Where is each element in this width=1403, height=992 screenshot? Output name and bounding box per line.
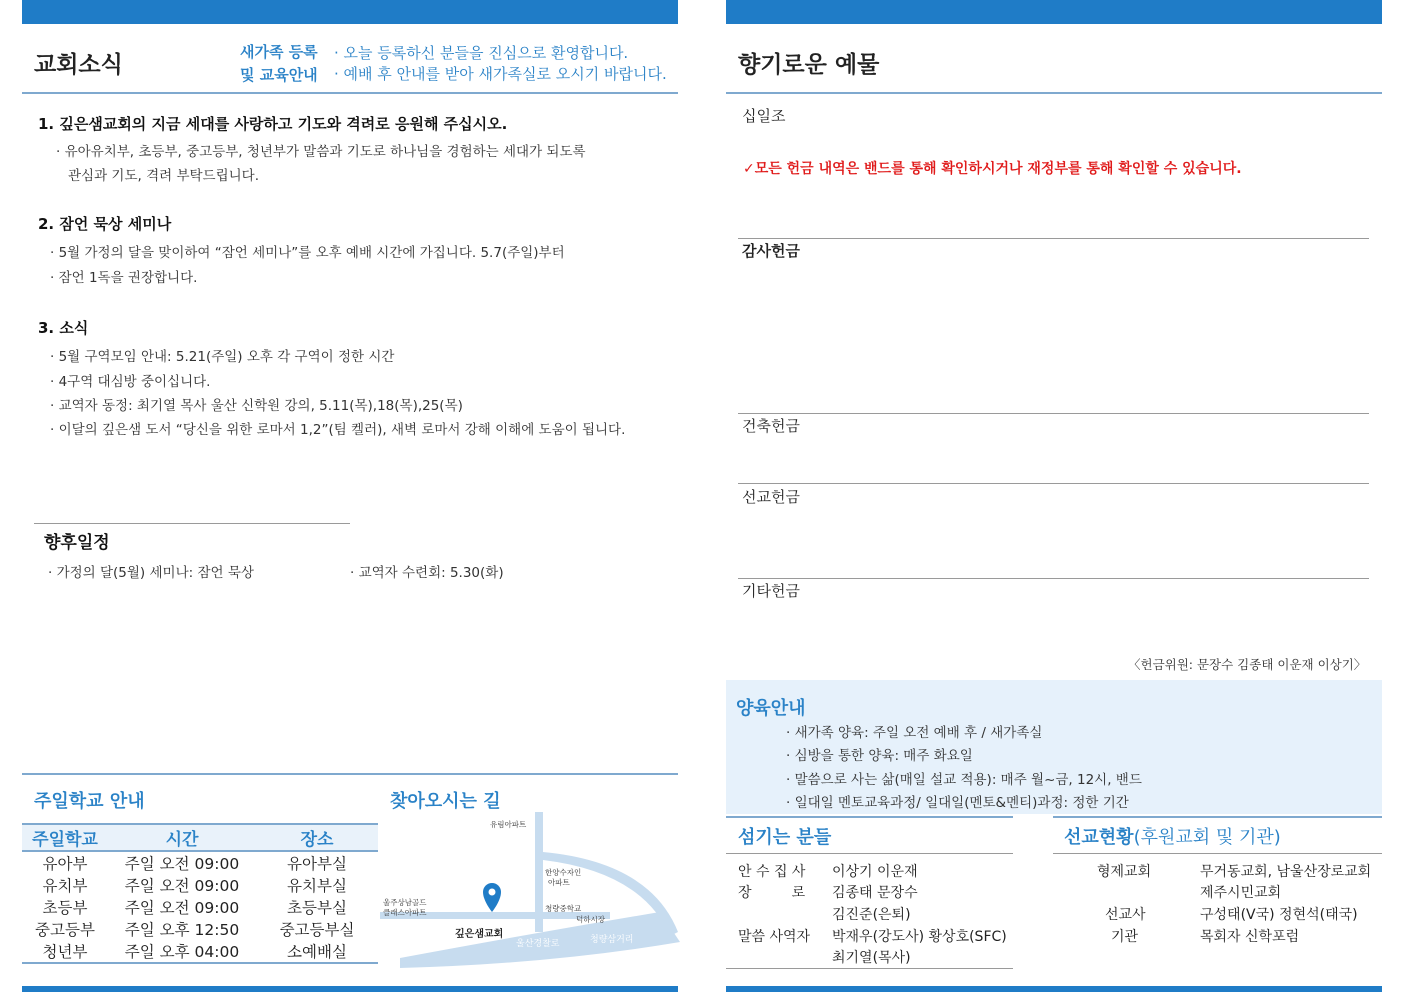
nurture-item: · 일대일 멘토교육과정/ 일대일(멘토&멘티)과정: 정한 기간: [786, 795, 1129, 811]
newcomer-head-1: 새가족 등록: [240, 43, 318, 61]
news-line: · 잠언 1독을 권장합니다.: [50, 270, 198, 286]
table-header: 주일학교: [22, 824, 108, 851]
mission-names: 제주시민교회: [1200, 885, 1282, 901]
map-label-apt2: 한양수자인: [545, 868, 582, 877]
schedule-item-2: · 교역자 수련회: 5.30(화): [350, 565, 504, 581]
map-label-church: 깊은샘교회: [455, 929, 504, 940]
nurture-item: · 말씀으로 사는 삶(매일 설교 적용): 매주 월~금, 12시, 밴드: [786, 772, 1142, 788]
table-row: [22, 874, 378, 896]
offering-tithe: 십일조: [742, 107, 786, 125]
table-cell: 유아부실: [287, 855, 347, 873]
server-names: 김진준(은퇴): [832, 907, 911, 923]
map-label-apt1: 유림아파트: [490, 820, 527, 829]
schedule-title: 향후일정: [44, 533, 110, 553]
mission-names: 무거동교회, 남울산장로교회: [1200, 864, 1372, 880]
mission-category: 기관: [1111, 929, 1139, 945]
news-line: 관심과 기도, 격려 부탁드립니다.: [68, 168, 259, 184]
sunday-school-table: [22, 823, 378, 964]
offering-divider: [738, 238, 1369, 239]
missions-title-sub: (후원교회 및 기관): [1133, 827, 1281, 848]
news-line: · 5월 구역모임 안내: 5.21(주일) 오후 각 구역이 정한 시간: [50, 349, 395, 365]
newcomer-head-2: 및 교육안내: [240, 66, 318, 84]
mission-names: 목회자 신학포럼: [1200, 929, 1300, 945]
news-line: · 유아유치부, 초등부, 중고등부, 청년부가 말씀과 기도로 하나님을 경험하는 세대가 되도록: [56, 144, 586, 160]
bottom-bar-left: [22, 986, 678, 992]
offering-divider: [738, 483, 1369, 484]
news-line: · 5월 가정의 달을 맞이하여 “잠언 세미나”를 오후 예배 시간에 가집니다. 5.7(주일)부터: [50, 245, 565, 261]
bottom-section-divider-left: [22, 773, 678, 775]
newcomer-line-1: · 오늘 등록하신 분들을 진심으로 환영합니다.: [334, 44, 629, 62]
table-cell: 중고등부: [35, 921, 95, 939]
bottom-bar-right: [726, 986, 1382, 992]
servers-top-line: [726, 816, 1013, 818]
missions-title-main: 선교현황: [1064, 827, 1134, 848]
server-names: 김종태 문장수: [832, 885, 918, 901]
offering-divider: [738, 413, 1369, 414]
table-row: [22, 896, 378, 918]
missions-title: [1064, 823, 1281, 849]
table-cell: 소예배실: [256, 940, 378, 963]
offering-divider: [738, 578, 1369, 579]
map-label-apt2b: 아파트: [548, 878, 570, 887]
server-role: 장 로: [738, 885, 806, 901]
news-heading-2: 2. 잠언 묵상 세미나: [38, 215, 172, 233]
nurture-item: · 새가족 양육: 주일 오전 예배 후 / 새가족실: [786, 725, 1043, 741]
nurture-item: · 심방을 통한 양육: 매주 화요일: [786, 748, 973, 764]
sunday-school-title: 주일학교 안내: [34, 791, 145, 812]
map-label-market: 덕하시장: [576, 915, 605, 924]
offering-thanks: 감사헌금: [742, 242, 800, 260]
missions-head-line: [1053, 853, 1382, 854]
top-bar-left: [22, 0, 678, 24]
offering-other: 기타헌금: [742, 582, 800, 600]
title-divider-left: [22, 92, 678, 94]
mission-category: 선교사: [1105, 907, 1146, 923]
newcomer-line-2: · 예배 후 안내를 받아 새가족실로 오시기 바랍니다.: [334, 65, 667, 83]
servers-bottom-line: [726, 968, 1013, 969]
table-header: 장소: [256, 824, 378, 851]
news-line: · 4구역 대심방 중이십니다.: [50, 374, 211, 390]
page-title-church-news: 교회소식: [34, 52, 123, 78]
table-cell: 주일 오전 09:00: [124, 899, 240, 917]
schedule-item-1: · 가정의 달(5월) 세미나: 잠언 묵상: [48, 565, 254, 581]
offering-building: 건축헌금: [742, 417, 800, 435]
mission-names: 구성태(V국) 정현석(태국): [1200, 907, 1358, 923]
table-cell: 유치부: [42, 877, 88, 895]
map-label-road2: 청량삼거리: [590, 935, 634, 945]
mission-category: 형제교회: [1097, 864, 1152, 880]
news-heading-1: 1. 깊은샘교회의 지금 세대를 사랑하고 기도와 격려로 응원해 주십시오.: [38, 115, 508, 133]
map-title: 찾아오시는 길: [390, 791, 501, 812]
nurture-title: 양육안내: [736, 698, 806, 719]
location-pin-icon: [483, 883, 501, 912]
offering-notice: ✓모든 헌금 내역은 밴드를 통해 확인하시거나 재정부를 통해 확인할 수 있습니다.: [743, 161, 1242, 177]
map-label-school: 청량중학교: [545, 904, 582, 913]
news-line: · 교역자 동정: 최기열 목사 울산 신학원 강의, 5.11(목),18(목),25(목): [50, 398, 463, 414]
servers-title: 섬기는 분들: [738, 827, 832, 848]
table-row: [22, 851, 378, 874]
server-role: 말씀 사역자: [738, 929, 811, 945]
news-line: · 이달의 깊은샘 도서 “당신을 위한 로마서 1,2”(팀 켈러), 새벽 로마서 강해 이해에 도움이 됩니다.: [50, 422, 626, 438]
table-cell: 초등부실: [287, 899, 347, 917]
table-cell: 주일 오전 09:00: [124, 877, 240, 895]
schedule-divider: [34, 523, 350, 524]
map-label-road1: 울산경찰로: [516, 939, 560, 949]
table-cell: 주일 오전 09:00: [124, 855, 240, 873]
missions-top-line: [1053, 816, 1382, 818]
server-role: 안 수 집 사: [738, 864, 806, 880]
table-row: [22, 918, 378, 940]
table-row: [22, 940, 378, 963]
offering-mission: 선교헌금: [742, 488, 800, 506]
top-bar-right: [726, 0, 1382, 24]
offering-committee: 〈헌금위원: 문장수 김종태 이운재 이상기〉: [1128, 657, 1367, 672]
title-divider-right: [726, 92, 1382, 94]
server-names: 이상기 이운재: [832, 864, 918, 880]
server-names: 최기열(목사): [832, 950, 911, 966]
table-cell: 초등부: [42, 899, 88, 917]
table-cell: 중고등부실: [279, 921, 355, 939]
table-header: 시간: [108, 824, 256, 851]
map-label-apt3: 울주상남골드: [383, 898, 427, 907]
servers-head-line: [726, 853, 1013, 854]
server-names: 박재우(강도사) 황상호(SFC): [832, 929, 1007, 945]
table-cell: 주일 오후 12:50: [124, 921, 240, 939]
table-cell: 청년부: [22, 940, 108, 963]
table-cell: 유치부실: [287, 877, 347, 895]
table-cell: 유아부: [42, 855, 88, 873]
news-heading-3: 3. 소식: [38, 319, 89, 337]
table-cell: 주일 오후 04:00: [108, 940, 256, 963]
map-label-apt3b: 클래스아파트: [383, 908, 427, 917]
page-title-offering: 향기로운 예물: [738, 52, 880, 78]
